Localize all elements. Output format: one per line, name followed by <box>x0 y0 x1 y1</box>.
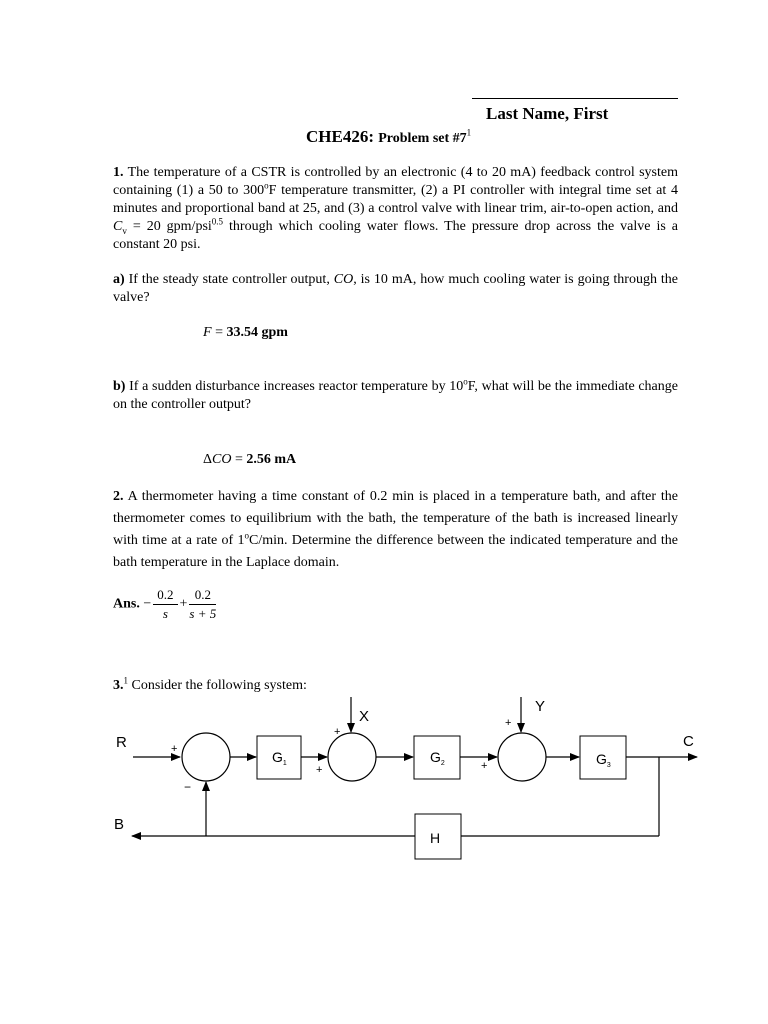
q2-frac1-num: 0.2 <box>153 586 177 605</box>
q1b-answer-eq: = <box>231 452 247 467</box>
q2-minus: − <box>143 596 152 612</box>
summing-junction-3 <box>498 733 546 781</box>
q2-text-2: C/min. Determine the difference between the indicated temperature and the bath temperature in the Laplace domain. <box>113 533 678 570</box>
sum2-plus-left: + <box>316 764 323 776</box>
label-Y: Y <box>535 698 546 715</box>
name-label: Last Name, First <box>486 104 609 123</box>
H-label: H <box>430 830 441 846</box>
q2-plus: + <box>179 596 188 612</box>
q1b-text-1: If a sudden disturbance increases reactor temperature by 10 <box>125 379 464 394</box>
summing-junction-2 <box>328 733 376 781</box>
q2-degree: o <box>244 530 249 541</box>
G2-label: $G_2$ <box>430 749 445 767</box>
label-R: R <box>116 734 127 751</box>
sum3-plus-top: + <box>505 717 512 729</box>
q3-text: Consider the following system: <box>128 678 307 693</box>
q1b-degree: o <box>463 376 468 387</box>
sum3-plus-left: + <box>481 760 488 772</box>
G3-label: $G_3$ <box>596 751 611 769</box>
q2-text-1: A thermometer having a time constant of 0.2 min is placed in a temperature bath, and after the thermometer comes to equilibrium with the bath, the temperature of the bath is increased linearly with time at a rate of 1 <box>113 489 678 548</box>
q1a-text-1: If the steady state controller output, <box>124 272 334 287</box>
q2-frac2-den: s + 5 <box>189 606 217 621</box>
q1b-label: b) <box>113 379 126 394</box>
q1a-answer-eq: = <box>211 325 227 340</box>
q3-footnote: 1 <box>123 675 128 686</box>
q1a-label: a) <box>113 272 125 287</box>
q1-degree: o <box>264 180 269 191</box>
label-C: C <box>683 733 694 750</box>
q1-text-a: The temperature of a CSTR is controlled by an electronic (4 to 20 mA) feedback control system containing (1) a 50 to 300 <box>113 165 678 198</box>
q2-frac2-num: 0.2 <box>189 586 216 605</box>
q1b-answer-value: 2.56 mA <box>246 452 297 467</box>
q1-exponent: 0.5 <box>211 216 224 227</box>
q2-number: 2. <box>113 489 124 504</box>
q1a-text-2: , is 10 mA, how much cooling water is going through the valve? <box>113 272 678 305</box>
sum1-plus: + <box>171 743 178 755</box>
q1a-answer-var: F <box>203 325 212 340</box>
q1-text-d: through which cooling water flows. The pressure drop across the valve is a constant 20 psi. <box>113 219 678 252</box>
course-code: CHE426: <box>306 127 374 146</box>
q1b-delta: Δ <box>203 452 213 467</box>
label-X: X <box>359 708 370 725</box>
q3-number: 3. <box>113 678 124 693</box>
q1b-text-2: F, what will be the immediate change on the controller output? <box>113 379 678 412</box>
problem-set-label: Problem set #7 <box>378 131 467 146</box>
q1-text-b: F temperature transmitter, (2) a PI controller with integral time set at 4 minutes and proportional band at 25, and (3) a control valve with linear trim, air-to-open action, and <box>113 183 678 216</box>
G1-label: $G_1$ <box>272 749 287 767</box>
q1a-co: CO <box>333 272 354 287</box>
q2-frac1-den: s <box>162 606 168 621</box>
q1-cv-sub: v <box>122 225 127 236</box>
summing-junction-1 <box>182 733 230 781</box>
q1-number: 1. <box>113 165 124 180</box>
sum1-minus: − <box>184 780 192 794</box>
label-B: B <box>114 816 125 833</box>
sum2-plus-top: + <box>334 726 341 738</box>
title-footnote: 1 <box>466 127 472 138</box>
q1b-answer-var: CO <box>212 452 232 467</box>
q1-text-c: = 20 gpm/psi <box>126 219 212 234</box>
q2-answer-label: Ans. <box>113 596 140 612</box>
q1a-answer-value: 33.54 gpm <box>226 325 288 340</box>
q1-cv: C <box>113 219 123 234</box>
